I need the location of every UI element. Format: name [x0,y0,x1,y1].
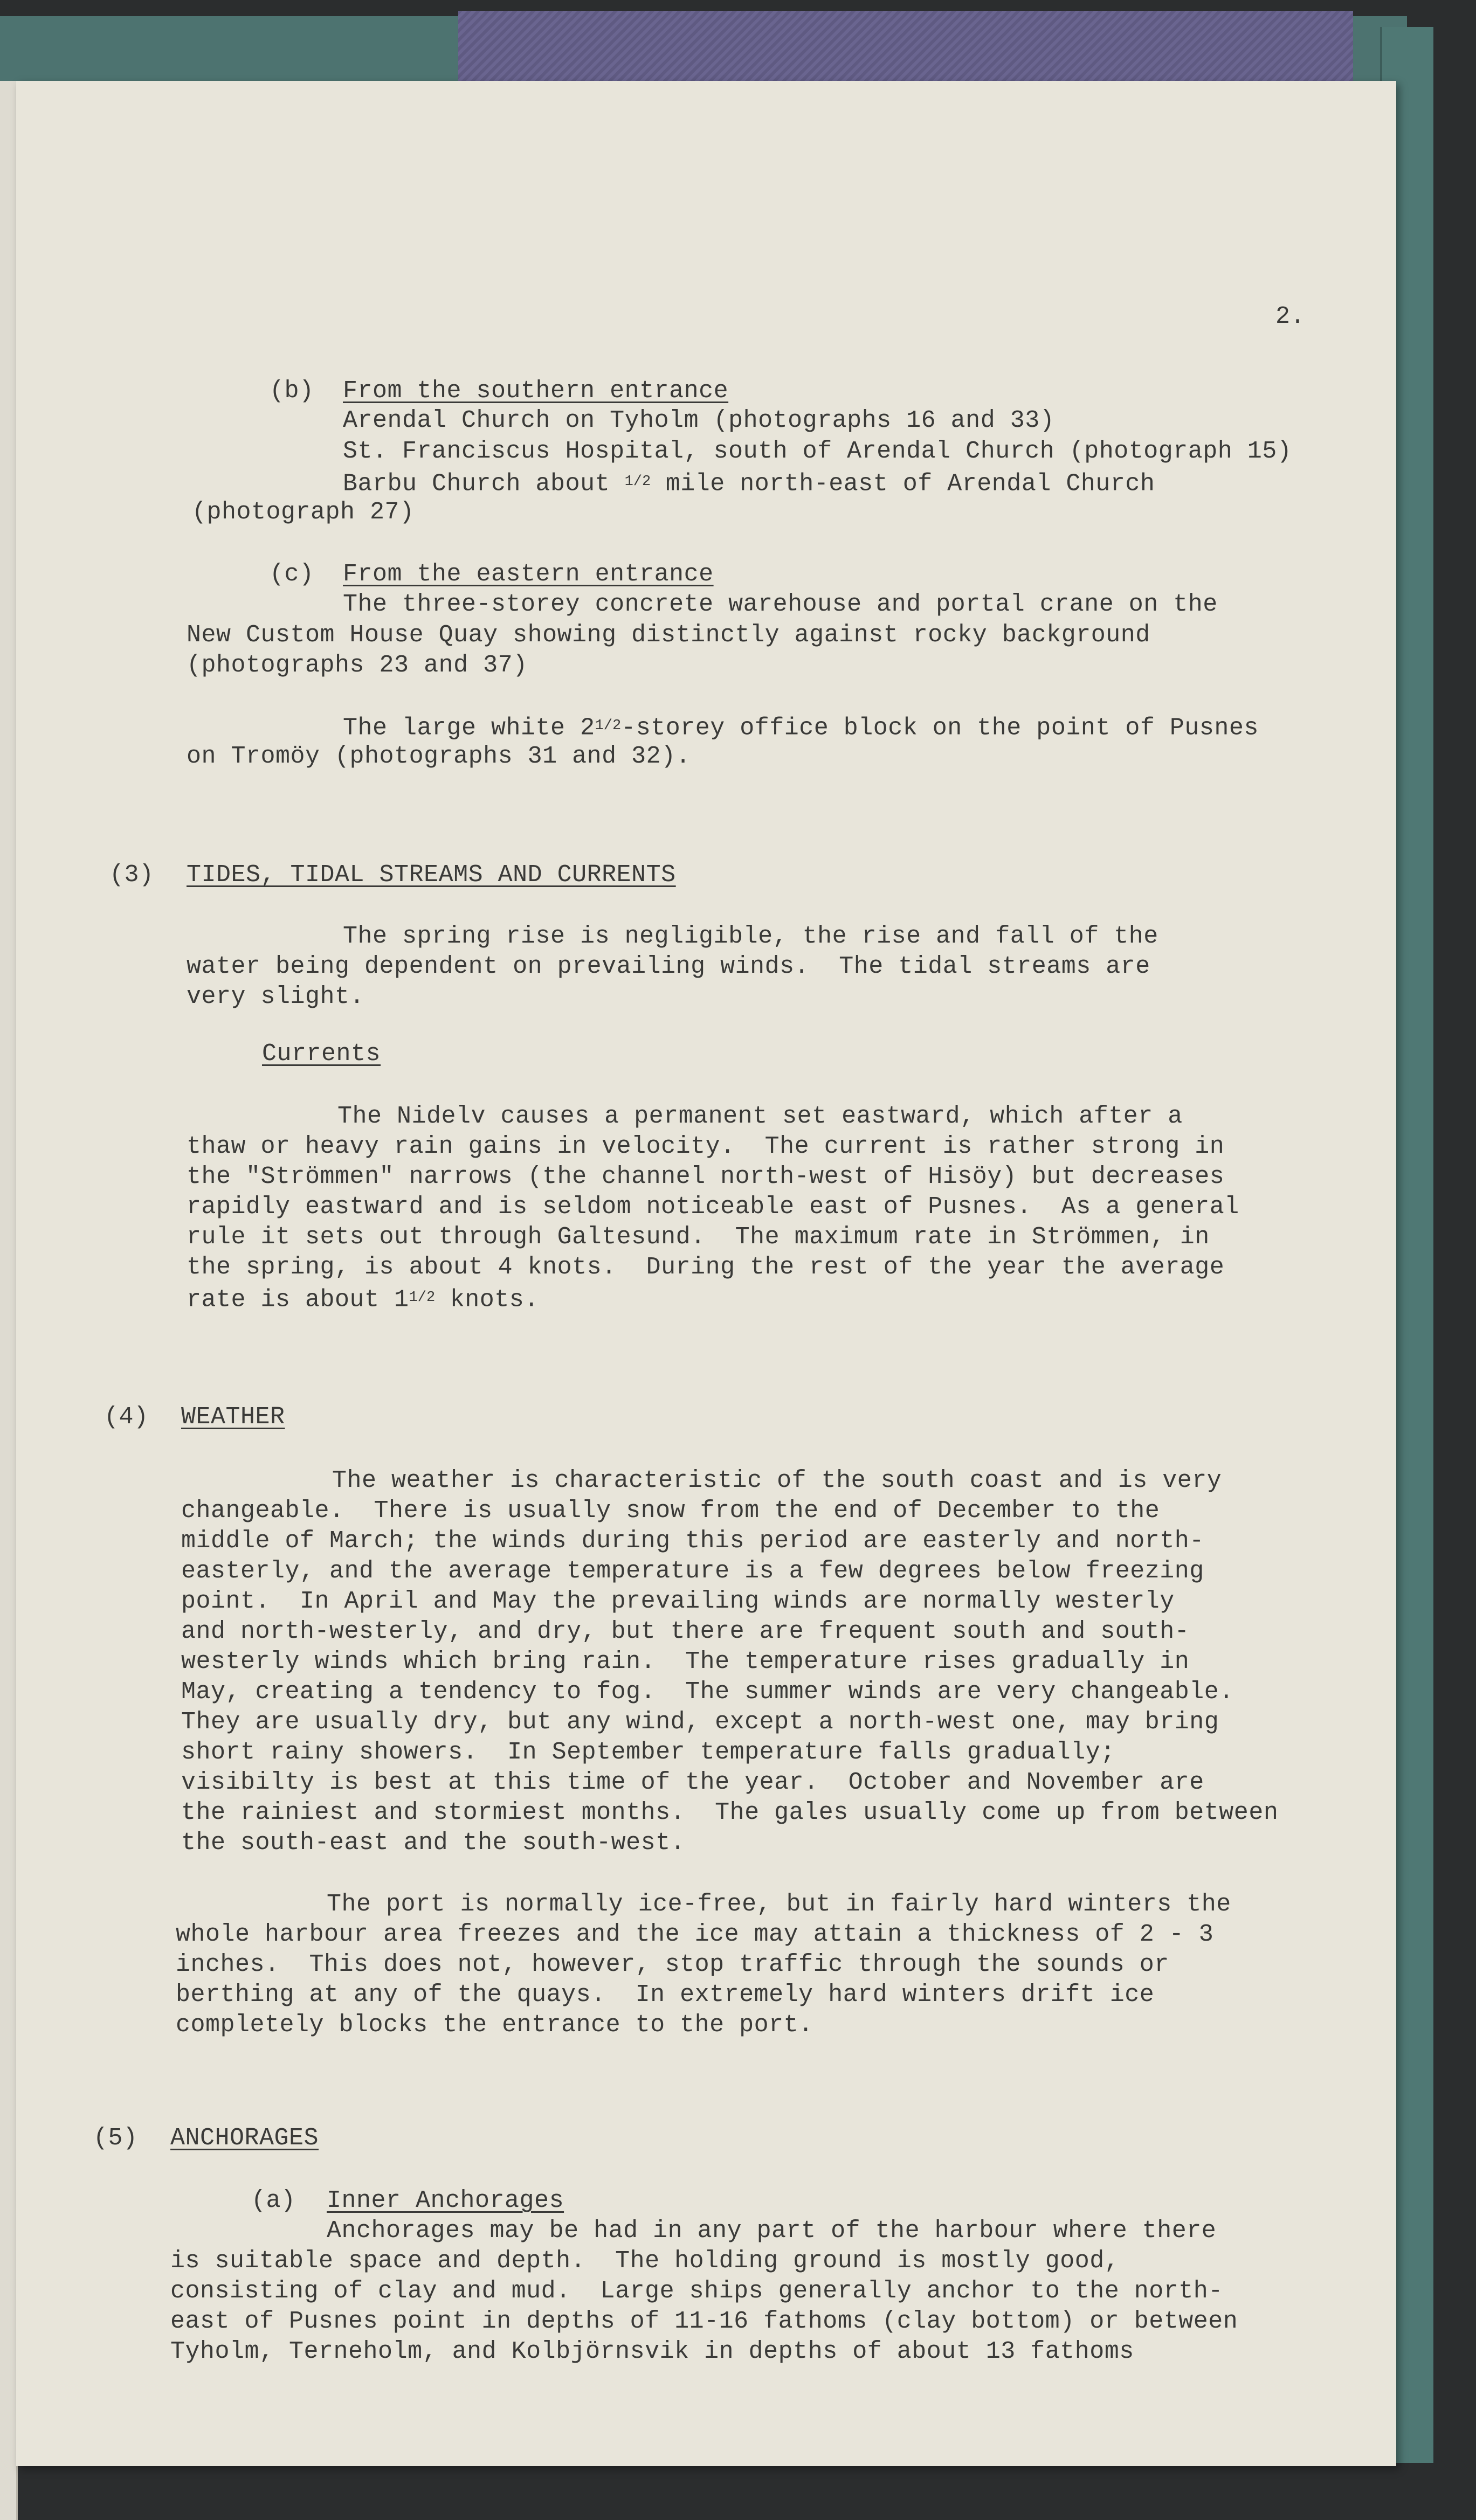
section-heading [343,559,714,590]
line-text: New Custom House Quay showing distinctly against rocky background [187,621,1150,649]
line-text-continued: -storey office block on the point of Pusnes [621,714,1259,742]
line-text: easterly, and the average temperature is a few degrees below freezing [181,1557,1204,1585]
line-text: WEATHER [181,1403,285,1431]
line-text: They are usually dry, but any wind, except a north-west one, may bring [181,1708,1219,1736]
section-label [104,1402,149,1432]
line-text-continued: mile north-east of Arendal Church [651,470,1155,498]
line-text: (photographs 23 and 37) [187,652,528,679]
text-line [343,711,1259,743]
previous-page-edge [0,81,18,2520]
line-text: Arendal Church on Tyholm (photographs 16 and 33) [343,407,1055,434]
text-line [343,467,1155,499]
line-text: (b) [270,377,314,405]
text-line [343,922,1158,952]
text-line [170,2246,1119,2276]
text-line [343,437,1292,467]
line-text: The spring rise is negligible, the rise and fall of the [343,923,1158,950]
line-text: From the eastern entrance [343,560,714,588]
text-line [176,2010,813,2040]
line-text: May, creating a tendency to fog. The summer winds are very changeable. [181,1678,1234,1706]
line-text: The weather is characteristic of the south coast and is very [332,1467,1222,1494]
text-line [327,1889,1231,1920]
line-text: short rainy showers. In September temperature falls gradually; [181,1739,1115,1766]
text-line [337,1102,1183,1132]
text-line [187,952,1150,982]
line-text: Inner Anchorages [327,2187,564,2214]
line-text: The three-storey concrete warehouse and portal crane on the [343,591,1218,618]
text-line [176,1980,1154,2010]
line-text: visibilty is best at this time of the year. October and November are [181,1769,1204,1796]
section-heading [327,2186,564,2216]
line-text: From the southern entrance [343,377,729,405]
document-page [16,81,1396,2466]
line-text: (photograph 27) [192,499,415,526]
text-line [181,1677,1234,1707]
line-text: (a) [251,2187,296,2214]
line-text: middle of March; the winds during this period are easterly and north- [181,1527,1204,1555]
binder-cloth-spine [458,11,1353,89]
text-line [170,2276,1223,2307]
line-text: thaw or heavy rain gains in velocity. The current is rather strong in [187,1133,1225,1160]
line-text: the "Strömmen" narrows (the channel north-west of Hisöy) but decreases [187,1163,1225,1190]
line-text: Tyholm, Terneholm, and Kolbjörnsvik in depths of about 13 fathoms [170,2338,1134,2365]
line-text: rule it sets out through Galtesund. The maximum rate in Strömmen, in [187,1223,1210,1251]
fraction: 1/2 [595,718,622,734]
line-text: (5) [93,2124,138,2152]
fraction: 1/2 [409,1290,436,1306]
section-label [251,2186,296,2216]
text-line [327,2216,1216,2246]
line-text: is suitable space and depth. The holding ground is mostly good, [170,2247,1120,2275]
line-text: Currents [262,1040,381,1068]
page-number: 2. [1275,303,1306,330]
text-line [176,1950,1169,1980]
line-text: The Nidelv causes a permanent set eastward, which after a [337,1103,1183,1130]
text-line [181,1617,1189,1647]
text-line [181,1587,1175,1617]
line-text: (4) [104,1403,149,1431]
text-line [187,1132,1224,1162]
text-line [187,1252,1224,1283]
text-line [181,1707,1219,1737]
text-line [187,620,1150,650]
text-line [343,406,1054,436]
line-text: very slight. [187,983,365,1010]
text-line [187,1192,1239,1222]
section-label [270,559,314,590]
section-label [93,2123,138,2154]
section-heading [187,860,676,890]
line-text: the rainiest and stormiest months. The gales usually come up from between [181,1799,1279,1826]
text-line [187,742,691,772]
text-line [181,1647,1189,1677]
line-text: completely blocks the entrance to the port. [176,2011,813,2039]
line-text: ANCHORAGES [170,2124,319,2152]
line-text: rapidly eastward and is seldom noticeable east of Pusnes. As a general [187,1193,1239,1221]
line-text: TIDES, TIDAL STREAMS AND CURRENTS [187,861,676,889]
line-text: consisting of clay and mud. Large ships generally anchor to the north- [170,2277,1223,2305]
line-text: Barbu Church about [343,470,625,498]
line-text: the spring, is about 4 knots. During the rest of the year the average [187,1254,1225,1281]
section-heading [181,1402,285,1432]
section-heading [343,376,728,406]
line-text: changeable. There is usually snow from the end of December to the [181,1497,1160,1525]
line-text: The large white 2 [343,714,595,742]
text-line [176,1920,1213,1950]
text-line [181,1768,1204,1798]
line-text: whole harbour area freezes and the ice may attain a thickness of 2 - 3 [176,1921,1214,1948]
line-text: Anchorages may be had in any part of the harbour where there [327,2217,1217,2245]
text-line [181,1798,1278,1828]
line-text: point. In April and May the prevailing winds are normally westerly [181,1588,1175,1615]
line-text: on Tromöy (photographs 31 and 32). [187,743,691,770]
text-line [187,1283,539,1315]
section-label [109,860,154,890]
line-text: east of Pusnes point in depths of 11-16 fathoms (clay bottom) or between [170,2308,1238,2335]
text-line [187,1222,1210,1252]
text-line [181,1737,1115,1768]
line-text: (c) [270,560,314,588]
text-line [192,497,415,528]
line-text: rate is about 1 [187,1286,409,1314]
text-line [181,1526,1204,1556]
text-line [343,590,1218,620]
line-text: westerly winds which bring rain. The temperature rises gradually in [181,1648,1190,1676]
text-line [187,982,364,1012]
line-text: water being dependent on prevailing winds. The tidal streams are [187,953,1150,980]
text-line [181,1828,685,1858]
text-line [187,650,528,681]
text-line [181,1556,1204,1587]
line-text: berthing at any of the quays. In extremely hard winters drift ice [176,1981,1155,2009]
text-line [170,2307,1238,2337]
fraction: 1/2 [624,474,651,490]
text-line [170,2337,1134,2367]
section-label [270,376,314,406]
line-text: (3) [109,861,154,889]
text-line [332,1466,1222,1496]
section-heading [262,1039,381,1069]
text-line [181,1496,1160,1526]
line-text: the south-east and the south-west. [181,1829,686,1857]
line-text: inches. This does not, however, stop traffic through the sounds or [176,1951,1169,1978]
text-line [187,1162,1224,1192]
line-text: St. Franciscus Hospital, south of Arendal Church (photograph 15) [343,438,1292,465]
section-heading [170,2123,319,2154]
line-text-continued: knots. [435,1286,539,1314]
line-text: The port is normally ice-free, but in fairly hard winters the [327,1891,1231,1918]
line-text: and north-westerly, and dry, but there are frequent south and south- [181,1618,1190,1645]
